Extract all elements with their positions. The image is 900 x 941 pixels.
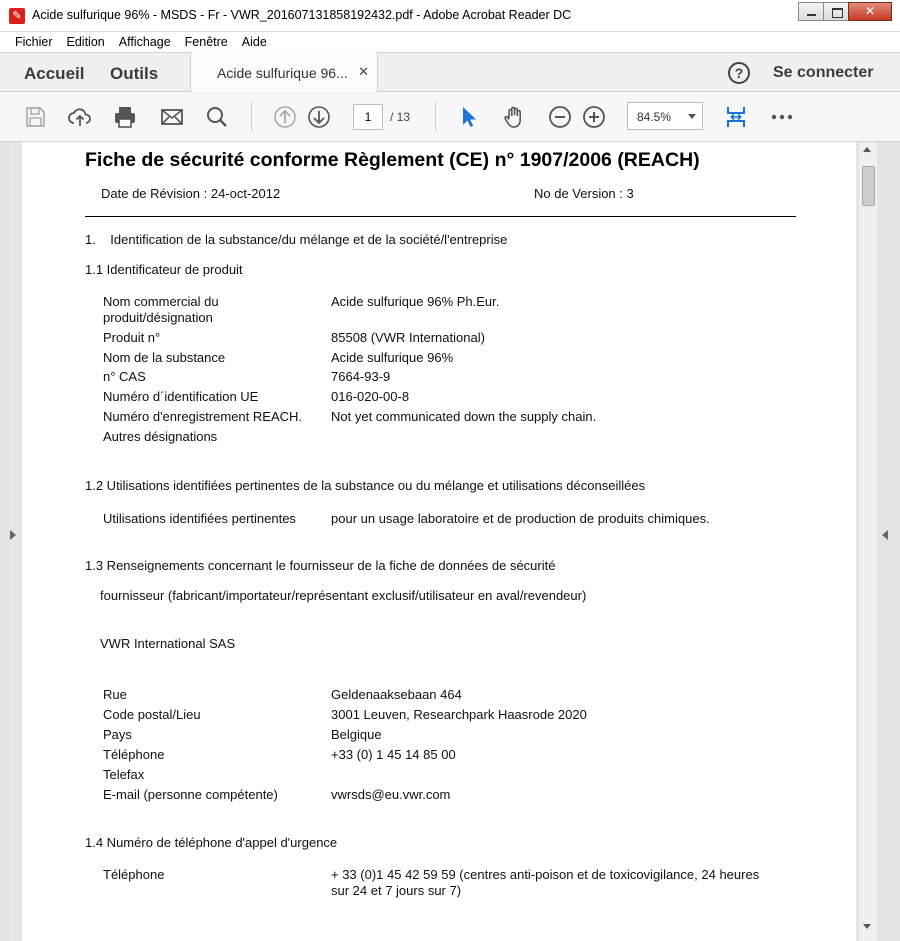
field-label: Produit n° bbox=[103, 330, 161, 345]
subsection-heading: 1.3 Renseignements concernant le fournisseur de la fiche de données de sécurité bbox=[85, 558, 556, 573]
zoom-in-icon[interactable] bbox=[582, 105, 606, 129]
field-value: Geldenaaksebaan 464 bbox=[331, 687, 462, 702]
field-value: Belgique bbox=[331, 727, 382, 742]
zoom-select[interactable] bbox=[627, 102, 703, 130]
expand-right-panel-icon[interactable] bbox=[882, 530, 888, 540]
field-value: sur 24 et 7 jours sur 7) bbox=[331, 883, 462, 898]
document-tab-label: Acide sulfurique 96... bbox=[217, 65, 348, 81]
toolbar-separator bbox=[435, 102, 436, 132]
revision-date: Date de Révision : 24-oct-2012 bbox=[101, 186, 281, 201]
tab-tools[interactable]: Outils bbox=[110, 64, 159, 83]
field-label: Telefax bbox=[103, 767, 145, 782]
menu-fenetre[interactable]: Fenêtre bbox=[184, 35, 228, 49]
field-label: Nom de la substance bbox=[103, 350, 226, 365]
scroll-up-icon[interactable] bbox=[863, 147, 871, 152]
field-label: Utilisations identifiées pertinentes bbox=[103, 511, 296, 526]
menu-aide[interactable]: Aide bbox=[241, 35, 267, 49]
window-title-bar bbox=[0, 0, 900, 32]
close-tab-icon[interactable]: ✕ bbox=[358, 64, 369, 79]
field-label: n° CAS bbox=[103, 369, 146, 384]
close-window-button[interactable] bbox=[848, 2, 892, 21]
field-value: vwrsds@eu.vwr.com bbox=[331, 787, 451, 802]
expand-left-panel-icon[interactable] bbox=[10, 530, 16, 540]
menu-edition[interactable]: Edition bbox=[66, 35, 105, 49]
acrobat-app-icon: ✎ bbox=[9, 8, 25, 24]
select-cursor-icon[interactable] bbox=[457, 105, 481, 129]
sign-in-link[interactable]: Se connecter bbox=[773, 64, 874, 81]
field-label: E-mail (personne compétente) bbox=[103, 787, 278, 802]
field-value: + 33 (0)1 45 42 59 59 (centres anti-poison et de toxicovigilance, 24 heures bbox=[331, 867, 760, 882]
tab-document[interactable] bbox=[190, 52, 378, 93]
field-value: 016-020-00-8 bbox=[331, 389, 410, 404]
field-value: 3001 Leuven, Researchpark Haasrode 2020 bbox=[331, 707, 587, 722]
upload-icon[interactable] bbox=[68, 105, 92, 129]
window-title: Acide sulfurique 96% - MSDS - Fr - VWR_201607131858192432.pdf - Adobe Acrobat Reader DC bbox=[32, 8, 572, 22]
menu-bar bbox=[0, 32, 900, 52]
subsection-heading: 1.1 Identificateur de produit bbox=[85, 262, 243, 277]
field-value: +33 (0) 1 45 14 85 00 bbox=[331, 747, 456, 762]
maximize-button[interactable] bbox=[823, 2, 849, 21]
search-icon[interactable] bbox=[205, 105, 229, 129]
section-heading: 1. Identification de la substance/du mélange et de la société/l'entreprise bbox=[85, 232, 508, 247]
subsection-heading: 1.2 Utilisations identifiées pertinentes de la substance ou du mélange et utilisations déconseillées bbox=[85, 478, 646, 493]
tab-bar bbox=[0, 52, 900, 92]
field-label: Numéro d'enregistrement REACH. bbox=[103, 409, 302, 424]
page-up-icon[interactable] bbox=[273, 105, 297, 129]
more-icon[interactable] bbox=[770, 105, 794, 129]
field-label: Téléphone bbox=[103, 747, 165, 762]
field-label: Rue bbox=[103, 687, 127, 702]
window-controls bbox=[799, 2, 892, 22]
fit-page-icon[interactable] bbox=[724, 105, 748, 129]
vertical-scrollbar[interactable] bbox=[858, 142, 877, 941]
minimize-button[interactable] bbox=[798, 2, 824, 21]
field-value: Not yet communicated down the supply chain. bbox=[331, 409, 597, 424]
hand-icon[interactable] bbox=[502, 105, 526, 129]
scrollbar-thumb[interactable] bbox=[862, 166, 875, 206]
print-icon[interactable] bbox=[113, 105, 137, 129]
page-number-input[interactable]: 1 bbox=[353, 104, 383, 130]
field-label: Téléphone bbox=[103, 867, 165, 882]
field-label: Code postal/Lieu bbox=[103, 707, 201, 722]
field-label: Nom commercial du bbox=[103, 294, 219, 309]
field-label: Pays bbox=[103, 727, 132, 742]
field-value: Acide sulfurique 96% Ph.Eur. bbox=[331, 294, 500, 309]
supplier-name: VWR International SAS bbox=[100, 636, 236, 651]
mail-icon[interactable] bbox=[160, 105, 184, 129]
zoom-value: 84.5% bbox=[637, 110, 672, 124]
menu-fichier[interactable]: Fichier bbox=[15, 35, 53, 49]
field-label: Autres désignations bbox=[103, 429, 218, 444]
field-label: Numéro d´identification UE bbox=[103, 389, 259, 404]
toolbar bbox=[0, 92, 900, 142]
save-icon[interactable] bbox=[23, 105, 47, 129]
right-panel-toggle[interactable] bbox=[877, 142, 900, 941]
page-down-icon[interactable] bbox=[307, 105, 331, 129]
field-value: 7664-93-9 bbox=[331, 369, 391, 384]
subsection-heading: 1.4 Numéro de téléphone d'appel d'urgence bbox=[85, 835, 338, 850]
tab-home[interactable]: Accueil bbox=[24, 64, 85, 83]
menu-affichage[interactable]: Affichage bbox=[118, 35, 171, 49]
field-label: produit/désignation bbox=[103, 310, 213, 325]
supplier-description: fournisseur (fabricant/importateur/représentant exclusif/utilisateur en aval/revendeur) bbox=[100, 588, 587, 603]
field-value: Acide sulfurique 96% bbox=[331, 350, 454, 365]
field-value: pour un usage laboratoire et de production de produits chimiques. bbox=[331, 511, 710, 526]
page-total: / 13 bbox=[390, 110, 411, 124]
help-icon[interactable]: ? bbox=[728, 62, 750, 84]
document-title: Fiche de sécurité conforme Règlement (CE) n° 1907/2006 (REACH) bbox=[85, 149, 700, 171]
zoom-out-icon[interactable] bbox=[548, 105, 572, 129]
toolbar-separator bbox=[251, 102, 252, 132]
field-value: 85508 (VWR International) bbox=[331, 330, 485, 345]
scroll-down-icon[interactable] bbox=[863, 924, 871, 929]
left-panel-toggle[interactable] bbox=[0, 142, 10, 941]
version-number: No de Version : 3 bbox=[534, 186, 634, 201]
chevron-down-icon bbox=[688, 114, 696, 119]
header-divider bbox=[85, 216, 796, 217]
